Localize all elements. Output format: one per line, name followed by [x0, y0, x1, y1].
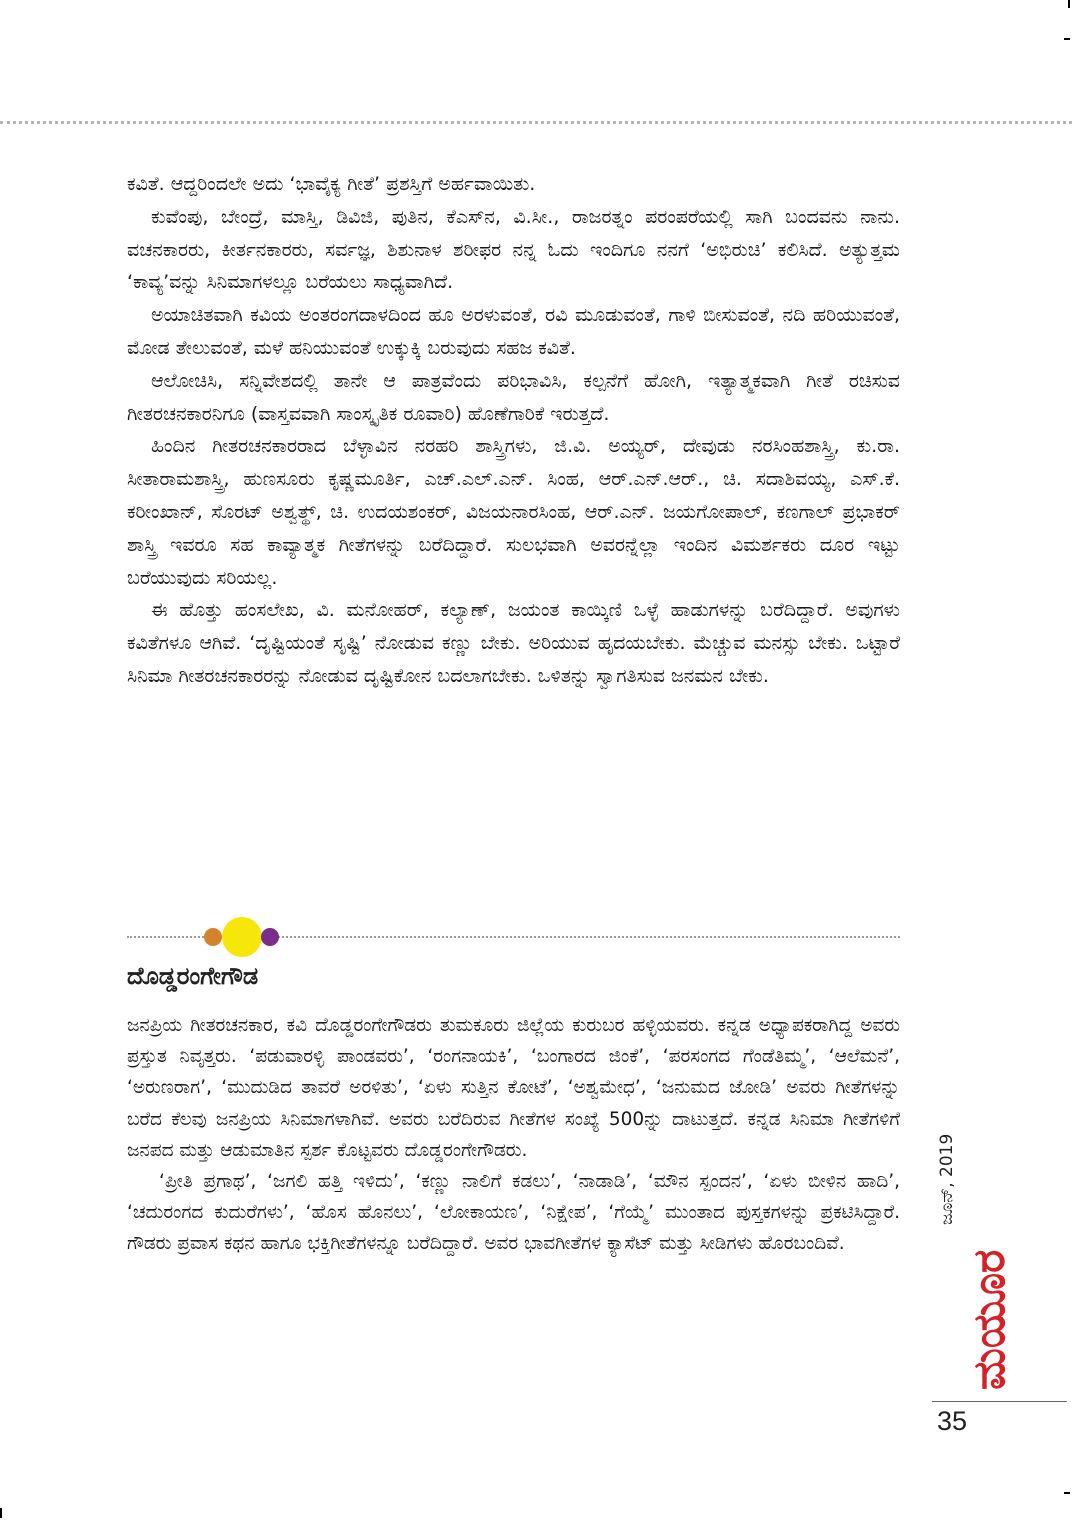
crop-mark-bottom-left: [0, 1508, 2, 1518]
body-paragraph: ಹಿಂದಿನ ಗೀತರಚನಕಾರರಾದ ಬೆಳ್ಳಾವಿನ ನರಹರಿ ಶಾಸ್ತ್ರಿಗಳು, ಜಿ.ವಿ. ಅಯ್ಯರ್, ದೇವುಡು ನರಸಿಂಹಶಾಸ್ತ್ರಿ, ಕು.ರಾ. ಸೀತಾರಾಮಶಾಸ್ತ್ರಿ, ಹುಣಸೂರು ಕೃಷ್ಣಮೂರ್ತಿ, ಎಚ್.ಎಲ್.ಎನ್. ಸಿಂಹ, ಆರ್.ಎನ್.ಆರ್., ಚಿ. ಸದಾಶಿವಯ್ಯ, ಎಸ್.ಕೆ. ಕರೀಂಖಾನ್, ಸೊರಟ್ ಅಶ್ವತ್ಥ್, ಚಿ. ಉದಯಶಂಕರ್, ವಿಜಯನಾರಸಿಂಹ, ಆರ್.ಎನ್. ಜಯಗೋಪಾಲ್, ಕಣಗಾಲ್ ಪ್ರಭಾಕರ್ ಶಾಸ್ತ್ರಿ ಇವರೂ ಸಹ ಕಾವ್ಯಾತ್ಮಕ ಗೀತೆಗಳನ್ನು ಬರೆದಿದ್ದಾರೆ. ಸುಲಭವಾಗಿ ಅವರನ್ನೆಲ್ಲಾ ಇಂದಿನ ವಿಮರ್ಶಕರು ದೂರ ಇಟ್ಟು ಬರೆಯುವುದು ಸರಿಯಲ್ಲ.: [127, 435, 900, 589]
crop-mark-right-lower: [1064, 1492, 1070, 1494]
bio-body: [127, 1010, 900, 1260]
bio-paragraph: ಜನಪ್ರಿಯ ಗೀತರಚನಕಾರ, ಕವಿ ದೊಡ್ಡರಂಗೇಗೌಡರು ತುಮಕೂರು ಜಿಲ್ಲೆಯ ಕುರುಬರ ಹಳ್ಳಿಯವರು. ಕನ್ನಡ ಅಧ್ಯಾಪಕರಾಗಿದ್ದ ಅವರು ಪ್ರಸ್ತುತ ನಿವೃತ್ತರು. ‘ಪಡುವಾರಳ್ಳಿ ಪಾಂಡವರು’, ‘ರಂಗನಾಯಕಿ’, ‘ಬಂಗಾರದ ಜಿಂಕೆ’, ‘ಪರಸಂಗದ ಗೆಂಡೆತಿಮ್ಮ’, ‘ಆಲೆಮನೆ’, ‘ಅರುಣರಾಗ’, ‘ಮುದುಡಿದ ತಾವರೆ ಅರಳಿತು’, ‘ಏಳು ಸುತ್ತಿನ ಕೋಟೆ’, ‘ಅಶ್ವಮೇಧ’, ‘ಜನುಮದ ಜೋಡಿ’ ಅವರು ಗೀತೆಗಳನ್ನು ಬರೆದ ಕೆಲವು ಜನಪ್ರಿಯ ಸಿನಿಮಾಗಳಾಗಿವೆ. ಅವರು ಬರೆದಿರುವ ಗೀತೆಗಳ ಸಂಖ್ಯೆ 500ನ್ನು ದಾಟುತ್ತದೆ. ಕನ್ನಡ ಸಿನಿಮಾ ಗೀತೆಗಳಿಗೆ ಜನಪದ ಮತ್ತು ಆಡುಮಾತಿನ ಸ್ಪರ್ಶ ಕೊಟ್ಟವರು ದೊಡ್ಡರಂಗೇಗೌಡರು.: [127, 1015, 900, 1161]
divider-dot-orange: [204, 928, 222, 946]
crop-mark-top-right: [1068, 0, 1070, 8]
page-number: 35: [937, 1406, 968, 1436]
body-paragraph: ಕವಿತೆ. ಆದ್ದರಿಂದಲೇ ಅದು ‘ಭಾವೈಕ್ಯ ಗೀತೆ’ ಪ್ರಶಸ್ತಿಗೆ ಅರ್ಹವಾಯಿತು.: [127, 173, 536, 195]
body-paragraph: ಅಯಾಚಿತವಾಗಿ ಕವಿಯ ಅಂತರಂಗದಾಳದಿಂದ ಹೂ ಅರಳುವಂತೆ, ರವಿ ಮೂಡುವಂತೆ, ಗಾಳಿ ಬೀಸುವಂತೆ, ನದಿ ಹರಿಯುವಂತೆ, ಮೋಡ ತೇಲುವಂತೆ, ಮಳೆ ಹನಿಯುವಂತೆ ಉಕ್ಕುಕ್ಕಿ ಬರುವುದು ಸಹಜ ಕವಿತೆ.: [127, 304, 900, 359]
magazine-logo: ಮಯೂರ: [964, 1249, 1015, 1390]
divider-dot-purple: [261, 928, 279, 946]
body-paragraph: ಕುವೆಂಪು, ಬೇಂದ್ರೆ, ಮಾಸ್ತಿ, ಡಿವಿಜಿ, ಪುತಿನ, ಕೆಎಸ್‌ನ, ವಿ.ಸೀ., ರಾಜರತ್ನಂ ಪರಂಪರೆಯಲ್ಲಿ ಸಾಗಿ ಬಂದವನು ನಾನು. ವಚನಕಾರರು, ಕೀರ್ತನಕಾರರು, ಸರ್ವಜ್ಞ, ಶಿಶುನಾಳ ಶರೀಫರ ನನ್ನ ಓದು ಇಂದಿಗೂ ನನಗೆ ‘ಅಭಿರುಚಿ’ ಕಲಿಸಿದೆ. ಅತ್ಯುತ್ತಮ ‘ಕಾವ್ಯ’ವನ್ನು ಸಿನಿಮಾಗಳಲ್ಲೂ ಬರೆಯಲು ಸಾಧ್ಯವಾಗಿದೆ.: [127, 205, 900, 294]
body-paragraph: ಆಲೋಚಿಸಿ, ಸನ್ನಿವೇಶದಲ್ಲಿ ತಾನೇ ಆ ಪಾತ್ರವೆಂದು ಪರಿಭಾವಿಸಿ, ಕಲ್ಪನೆಗೆ ಹೋಗಿ, ಇತ್ಯಾತ್ಮಕವಾಗಿ ಗೀತೆ ರಚಿಸುವ ಗೀತರಚನಕಾರನಿಗೂ (ವಾಸ್ತವವಾಗಿ ಸಾಂಸ್ಕೃತಿಕ ರೂವಾರಿ) ಹೊಣೆಗಾರಿಕೆ ಇರುತ್ತದೆ.: [127, 369, 900, 425]
article-body: [127, 168, 900, 693]
divider-dot-yellow: [222, 917, 262, 957]
bio-paragraph: ‘ಪ್ರೀತಿ ಪ್ರಗಾಥ’, ‘ಜಗಲಿ ಹತ್ತಿ ಇಳಿದು’, ‘ಕಣ್ಣು ನಾಲಿಗೆ ಕಡಲು’, ‘ನಾಡಾಡಿ’, ‘ಮೌನ ಸ್ಪಂದನ’, ‘ಏಳು ಬೀಳಿನ ಹಾದಿ’, ‘ಚದುರಂಗದ ಕುದುರೆಗಳು’, ‘ಹೊಸ ಹೊನಲು’, ‘ಲೋಕಾಯಣ’, ‘ನಿಕ್ಷೇಪ’, ‘ಗೆಯ್ಮೆ’ ಮುಂತಾದ ಪುಸ್ತಕಗಳನ್ನು ಪ್ರಕಟಿಸಿದ್ದಾರೆ. ಗೌಡರು ಪ್ರವಾಸ ಕಥನ ಹಾಗೂ ಭಕ್ತಿಗೀತೆಗಳನ್ನೂ ಬರೆದಿದ್ದಾರೆ. ಅವರ ಭಾವಗೀತೆಗಳ ಕ್ಯಾಸೆಟ್ ಮತ್ತು ಸೀಡಿಗಳು ಹೊರಬಂದಿವೆ.: [127, 1171, 900, 1255]
issue-date: ಜೂನ್, 2019: [937, 1133, 957, 1225]
crop-mark-right-upper: [1064, 38, 1070, 40]
page-number-rule: [932, 1401, 1067, 1402]
body-paragraph: ಈ ಹೊತ್ತು ಹಂಸಲೇಖ, ವಿ. ಮನೋಹರ್, ಕಲ್ಯಾಣ್, ಜಯಂತ ಕಾಯ್ಕಿಣಿ ಒಳ್ಳೆ ಹಾಡುಗಳನ್ನು ಬರೆದಿದ್ದಾರೆ. ಅವುಗಳು ಕವಿತೆಗಳೂ ಆಗಿವೆ. ‘ದೃಷ್ಟಿಯಂತೆ ಸೃಷ್ಟಿ’ ನೋಡುವ ಕಣ್ಣು ಬೇಕು. ಅರಿಯುವ ಹೃದಯಬೇಕು. ಮೆಚ್ಚುವ ಮನಸ್ಸು ಬೇಕು. ಒಟ್ಟಾರೆ ಸಿನಿಮಾ ಗೀತರಚನಕಾರರನ್ನು ನೋಡುವ ದೃಷ್ಟಿಕೋನ ಬದಲಾಗಬೇಕು. ಒಳಿತನ್ನು ಸ್ವಾಗತಿಸುವ ಜನಮನ ಬೇಕು.: [127, 599, 900, 687]
bio-title: ದೊಡ್ಡರಂಗೇಗೌಡ: [127, 962, 259, 990]
top-dotted-rule: [0, 121, 1072, 124]
